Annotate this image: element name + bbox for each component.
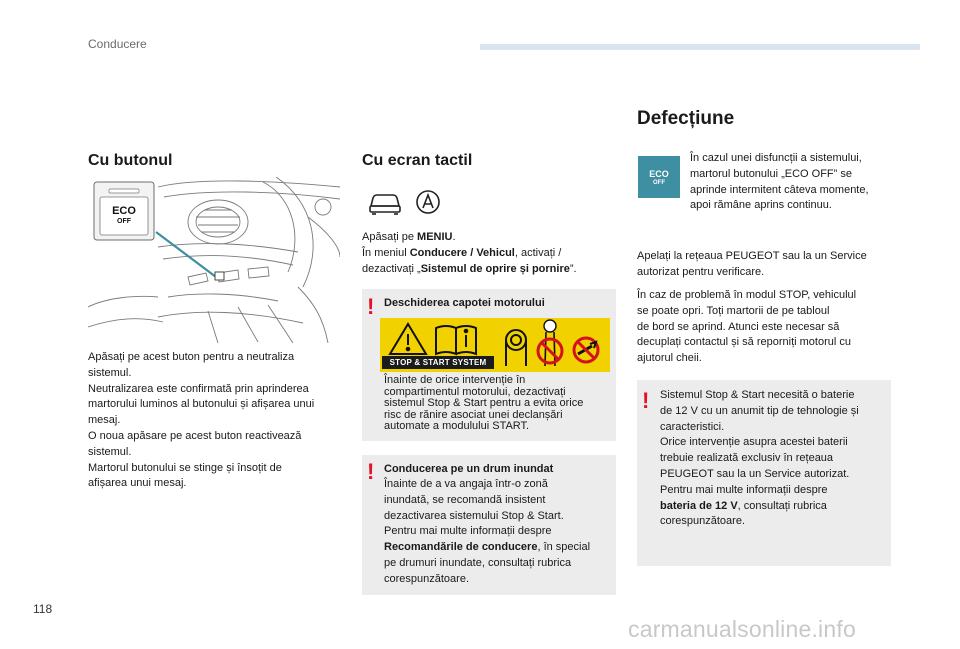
box2-line: pe drumuri inundate, consultați rubrica bbox=[384, 556, 572, 569]
col3-line: decuplați contactul și să reporniți motorul cu bbox=[637, 336, 851, 349]
hood-warning-title: Deschiderea capotei motorului bbox=[384, 297, 545, 309]
engine-belt-icon bbox=[506, 330, 526, 366]
box1-line: risc de rănire asociat unei declanșări bbox=[384, 408, 563, 421]
col2-line-1: Apăsați pe MENIU. bbox=[362, 231, 456, 243]
col3-line: ajutorul cheii. bbox=[637, 352, 702, 365]
col1-line: sistemul. bbox=[88, 366, 132, 379]
col3-para-1 bbox=[637, 249, 907, 281]
manual-book-icon bbox=[436, 326, 476, 354]
box3-line: corespunzătoare. bbox=[660, 515, 745, 528]
col2-title: Cu ecran tactil bbox=[362, 152, 473, 169]
section-header: Conducere bbox=[88, 37, 147, 51]
exclamation-icon: ! bbox=[642, 388, 650, 413]
col2-instructions bbox=[362, 230, 612, 277]
exclamation-icon: ! bbox=[367, 459, 375, 484]
col3-line: autorizat pentru verificare. bbox=[637, 265, 765, 278]
driving-recommendations-link: Recomandările de conducere bbox=[384, 541, 538, 554]
dashboard-photo bbox=[88, 177, 340, 343]
box3-line: Sistemul Stop & Start necesită o baterie bbox=[660, 389, 855, 401]
box2-line: Înainte de a va angaja într-o zonă bbox=[384, 478, 548, 490]
eco-button-sublabel: OFF bbox=[117, 218, 131, 225]
warning-triangle-icon bbox=[390, 324, 426, 354]
col1-line: O noua apăsare pe acest buton reactivează bbox=[88, 429, 302, 442]
box3-line: Orice intervenție asupra acestei baterii bbox=[660, 436, 848, 449]
touchscreen-icons bbox=[368, 186, 448, 218]
col1-line: sistemul. bbox=[88, 445, 132, 458]
col3-intro-line: martorul butonului „ECO OFF” se bbox=[690, 167, 852, 180]
driving-assist-icon bbox=[417, 191, 439, 213]
box2-line: inundată, se recomandă insistent bbox=[384, 493, 546, 506]
box2-line: corespunzătoare. bbox=[384, 572, 469, 585]
eco-button-label: ECO bbox=[112, 205, 136, 217]
box2-line: dezactivarea sistemului Stop & Start. bbox=[384, 509, 564, 522]
box1-line: automate a modulului START. bbox=[384, 420, 530, 432]
dashboard-illustration bbox=[88, 177, 340, 343]
hood-warning-text bbox=[384, 375, 614, 433]
col1-line: afișarea unui mesaj. bbox=[88, 477, 187, 490]
system-name: Sistemul de oprire și pornire bbox=[420, 262, 570, 275]
col3-line: Apelați la rețeaua PEUGEOT sau la un Service bbox=[637, 250, 867, 262]
col1-line: Neutralizarea este confirmată prin aprinderea bbox=[88, 382, 309, 395]
col1-line: Apăsați pe acest buton pentru a neutraliza bbox=[88, 351, 295, 363]
no-hands-icon bbox=[538, 320, 562, 366]
col3-title: Defecțiune bbox=[637, 108, 735, 129]
box1-line: sistemul Stop & Start pentru a evita orice bbox=[384, 397, 584, 409]
col2-line-2: În meniul Conducere / Vehicul, activați / bbox=[362, 246, 562, 259]
stop-start-label: STOP & START SYSTEM bbox=[382, 356, 494, 369]
page-number: 118 bbox=[33, 602, 53, 616]
col3-line: se poate opri. Toți martorii de pe tabloul bbox=[637, 304, 830, 317]
col3-line: de bord se aprind. Atunci este necesar să bbox=[637, 320, 840, 333]
col1-line: mesaj. bbox=[88, 414, 121, 427]
col1-text bbox=[88, 350, 348, 492]
box3-line: Pentru mai multe informații despre bbox=[660, 483, 828, 496]
box2-line: Recomandările de conducere, în special bbox=[384, 541, 591, 554]
menu-path: Conducere / Vehicul bbox=[409, 246, 515, 259]
no-tools-icon bbox=[574, 338, 598, 362]
col1-title: Cu butonul bbox=[88, 152, 173, 169]
col3-para-2 bbox=[637, 288, 907, 367]
col3-intro-line: apoi rămâne aprins continuu. bbox=[690, 199, 832, 212]
box3-line: trebuie realizată exclusiv în rețeaua bbox=[660, 452, 834, 465]
box2-line: Pentru mai multe informații despre bbox=[384, 525, 552, 538]
battery-warning-text bbox=[660, 388, 888, 530]
menu-label: MENIU bbox=[417, 231, 453, 243]
col3-intro-line: În cazul unei disfuncții a sistemului, bbox=[690, 152, 862, 164]
box3-line: caracteristici. bbox=[660, 420, 725, 433]
watermark: carmanualsonline.info bbox=[628, 616, 856, 642]
box3-line: bateria de 12 V, consultați rubrica bbox=[660, 499, 827, 512]
flooded-road-text bbox=[384, 477, 614, 588]
header-bar bbox=[480, 44, 920, 50]
col2-line-3: dezactivați „Sistemul de oprire și pornire”. bbox=[362, 262, 577, 275]
eco-off-warning-icon bbox=[638, 156, 680, 198]
col3-intro bbox=[690, 151, 900, 214]
box3-line: PEUGEOT sau la un Service autorizat. bbox=[660, 467, 850, 480]
eco-icon-text: ECO bbox=[649, 169, 669, 179]
exclamation-icon: ! bbox=[367, 294, 375, 319]
box3-line: de 12 V cu un anumit tip de tehnologie și bbox=[660, 404, 859, 417]
car-icon bbox=[370, 195, 400, 214]
col3-intro-line: aprinde intermitent câteva momente, bbox=[690, 183, 869, 196]
box1-line: compartimentul motorului, dezactivați bbox=[384, 385, 566, 398]
col1-line: martorului luminos al butonului și afișarea unui bbox=[88, 398, 315, 411]
battery-link: bateria de 12 V bbox=[660, 499, 738, 512]
eco-icon-subtext: OFF bbox=[653, 180, 665, 186]
col3-line: În caz de problemă în modul STOP, vehiculul bbox=[637, 289, 857, 301]
box1-line: Înainte de orice intervenție în bbox=[384, 374, 526, 386]
col1-line: Martorul butonului se stinge și însoțit de bbox=[88, 461, 282, 474]
flooded-road-title: Conducerea pe un drum inundat bbox=[384, 463, 554, 475]
